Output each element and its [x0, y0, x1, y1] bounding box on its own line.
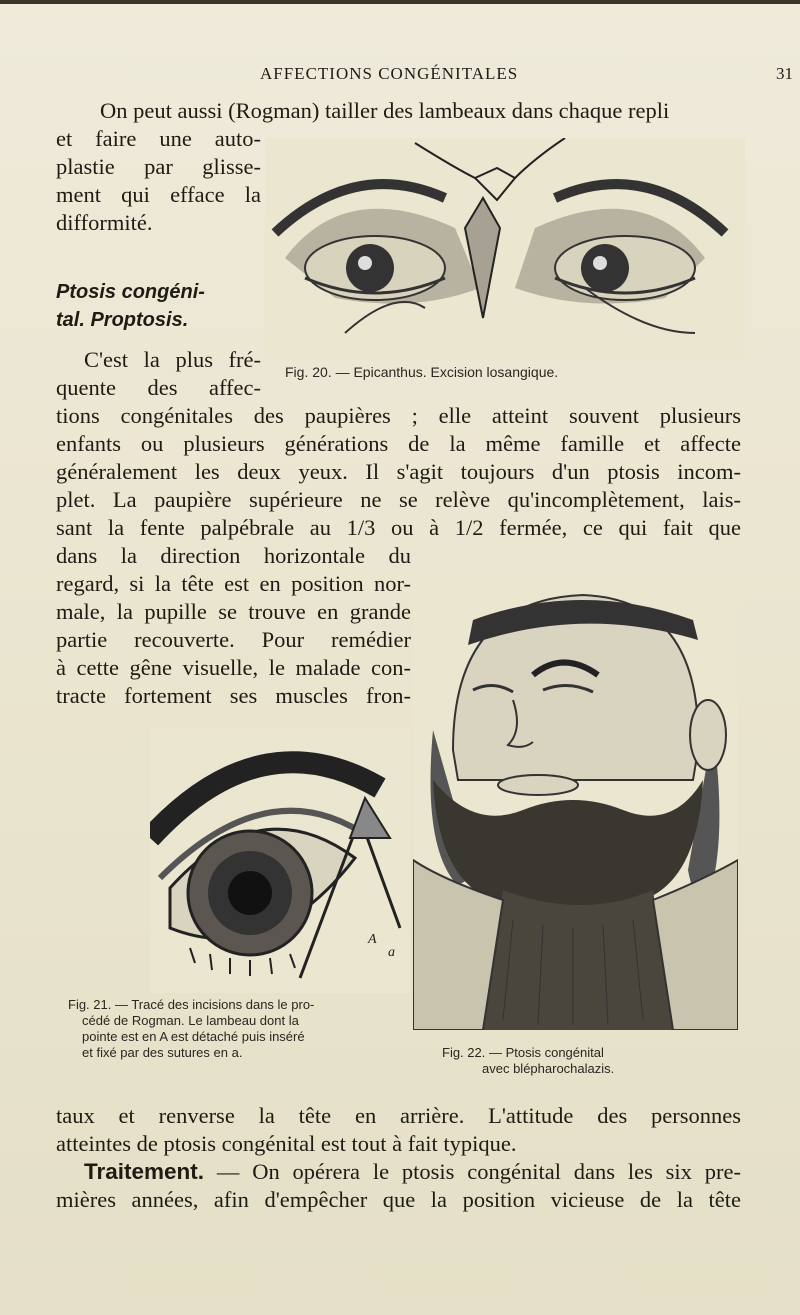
paragraph-start — [56, 346, 261, 402]
label-a-lower: a — [388, 945, 395, 960]
treatment-paragraph — [56, 1158, 741, 1214]
heading-line: tal. Proptosis. — [56, 309, 189, 331]
paragraph-narrow — [56, 542, 411, 710]
caption-line: Fig. 22. — Ptosis congénital — [442, 1045, 604, 1060]
text-line: On peut aussi (Rogman) tailler des lambeaux dans chaque repli — [100, 98, 670, 123]
text-line: difformité. — [56, 210, 153, 235]
text-line: atteintes de ptosis congénital est tout à fait typique. — [56, 1131, 517, 1156]
page-top-border — [0, 0, 800, 4]
caption-line: avec blépharochalazis. — [482, 1061, 615, 1076]
text-line: généralement les deux yeux. Il s'agit toujours d'un ptosis incom- — [56, 459, 741, 484]
section-heading — [56, 278, 261, 334]
figure-21-caption — [68, 997, 398, 1061]
text-line: regard, si la tête est en position nor- — [56, 571, 411, 596]
text-line: et faire une auto- — [56, 126, 261, 151]
figure-22-caption — [442, 1045, 732, 1077]
caption-line: pointe est en A est détaché puis inséré — [82, 1029, 305, 1044]
text-line: à cette gêne visuelle, le malade con- — [56, 655, 411, 680]
paragraph-full-width — [56, 402, 741, 542]
caption-line: et fixé par des sutures en a. — [82, 1045, 243, 1060]
intro-column — [56, 125, 261, 237]
text-line: male, la pupille se trouve en grande — [56, 599, 411, 624]
text-line: mières années, afin d'empêcher que la position vicieuse de la tête — [56, 1187, 741, 1212]
text-line: plet. La paupière supérieure ne se relève qu'incomplètement, lais- — [56, 487, 741, 512]
text-line: plastie par glisse- — [56, 154, 261, 179]
figure-22-portrait — [413, 580, 738, 1030]
text-line: partie recouverte. Pour remédier — [56, 627, 411, 652]
heading-line: Ptosis congéni- — [56, 281, 205, 303]
text-line: enfants ou plusieurs générations de la même famille et affecte — [56, 431, 741, 456]
text-line: ment qui efface la — [56, 182, 261, 207]
text-line: quente des affec- — [56, 375, 261, 400]
treatment-text: — On opérera le ptosis congénital dans les six pre- — [204, 1159, 741, 1184]
running-title: AFFECTIONS CONGÉNITALES — [260, 64, 519, 83]
page-number: 31 — [776, 64, 793, 83]
treatment-first-line — [56, 1158, 741, 1186]
figure-20-epicanthus — [265, 138, 745, 360]
text-line: dans la direction horizontale du — [56, 543, 411, 568]
intro-first-line — [100, 97, 720, 125]
paragraph-end — [56, 1102, 741, 1158]
text-line: tions congénitales des paupières ; elle atteint souvent plusieurs — [56, 403, 741, 428]
label-a-upper: A — [368, 932, 377, 947]
text-line: C'est la plus fré- — [84, 347, 261, 372]
text-line: tracte fortement ses muscles fron- — [56, 683, 411, 708]
page-header — [0, 64, 800, 86]
text-line: taux et renverse la tête en arrière. L'attitude des personnes — [56, 1103, 741, 1128]
text-line: sant la fente palpébrale au 1/3 ou à 1/2 fermée, ce qui fait que — [56, 515, 741, 540]
treatment-label: Traitement. — [84, 1159, 205, 1184]
figure-20-caption: Fig. 20. — Epicanthus. Excision losangique. — [285, 364, 559, 380]
figure-21-eye-incisions — [150, 728, 410, 993]
caption-line: Fig. 21. — Tracé des incisions dans le pro- — [68, 997, 315, 1012]
caption-line: cédé de Rogman. Le lambeau dont la — [82, 1013, 299, 1028]
